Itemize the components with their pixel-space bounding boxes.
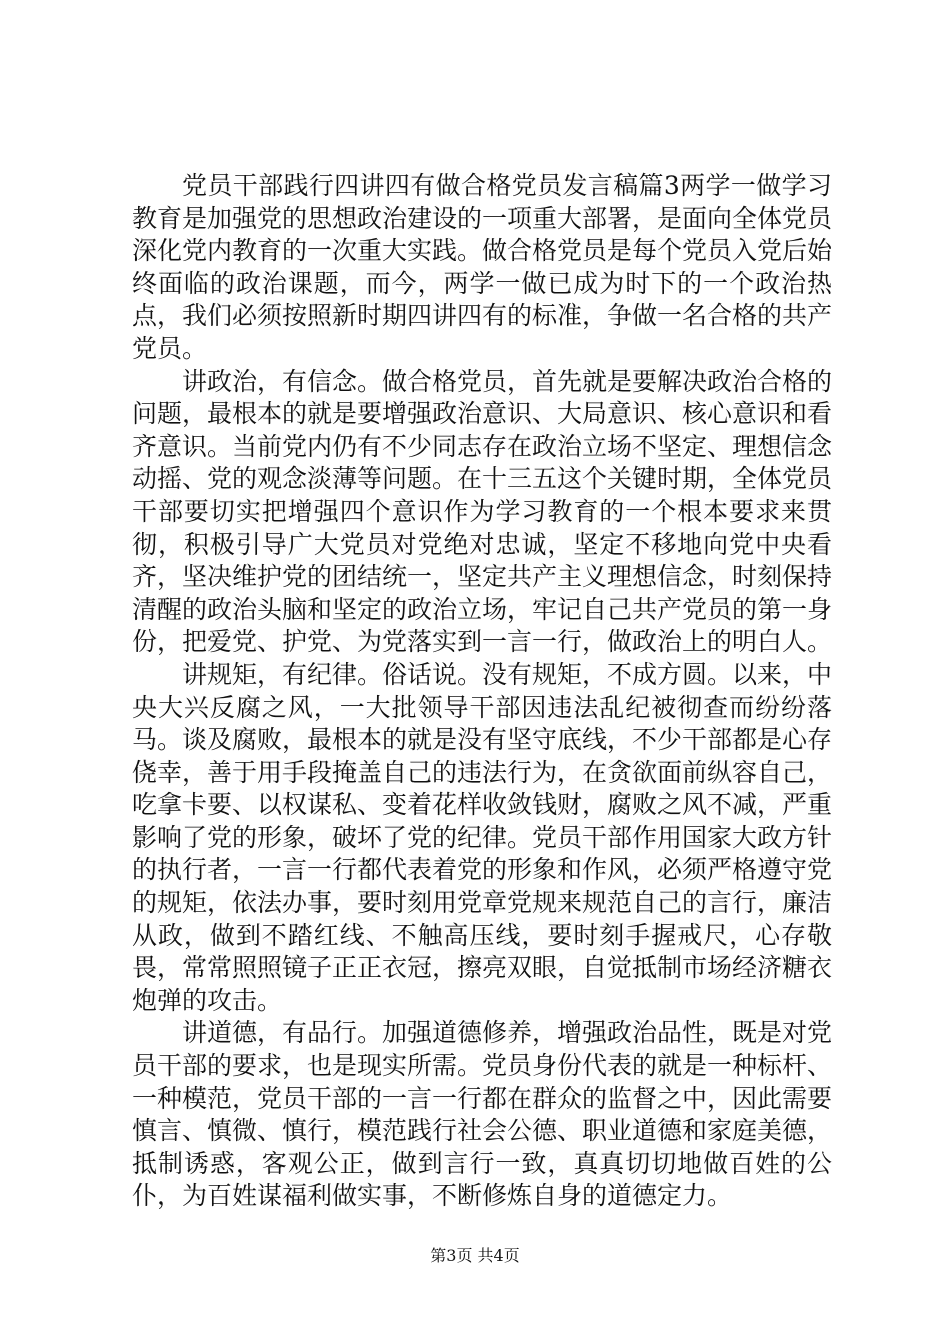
paragraph-morality: 讲道德，有品行。加强道德修养，增强政治品性，既是对党员干部的要求，也是现实所需。党员身份代表的就是一种标杆、一种模范，党员干部的一言一行都在群众的监督之中，因此需要慎言、慎微、慎行，模范践行社会公德、职业道德和家庭美德，抵制诱惑，客观公正，做到言行一致，真真切切地做百姓的公仆，为百姓谋福利做实事，不断修炼自身的道德定力。 (132, 1018, 833, 1211)
page-number-footer: 第3页 共4页 (430, 1246, 520, 1265)
paragraph-politics: 讲政治，有信念。做合格党员，首先就是要解决政治合格的问题，最根本的就是要增强政治意识、大局意识、核心意识和看齐意识。当前党内仍有不少同志存在政治立场不坚定、理想信念动摇、党的观念淡薄等问题。在十三五这个关键时期，全体党员干部要切实把增强四个意识作为学习教育的一个根本要求来贯彻，积极引导广大党员对党绝对忠诚，坚定不移地向党中央看齐，坚决维护党的团结统一，坚定共产主义理想信念，时刻保持清醒的政治头脑和坚定的政治立场，牢记自己共产党员的第一身份，把爱党、护党、为党落实到一言一行，做政治上的明白人。 (132, 366, 833, 657)
paragraph-intro: 党员干部践行四讲四有做合格党员发言稿篇3两学一做学习教育是加强党的思想政治建设的一项重大部署，是面向全体党员深化党内教育的一次重大实践。做合格党员是每个党员入党后始终面临的政治课题，而今，两学一做已成为时下的一个政治热点，我们必须按照新时期四讲四有的标准，争做一名合格的共产党员。 (132, 171, 833, 363)
document-body (132, 170, 832, 1213)
paragraph-discipline: 讲规矩，有纪律。俗话说。没有规矩，不成方圆。以来，中央大兴反腐之风，一大批领导干部因违法乱纪被彻查而纷纷落马。谈及腐败，最根本的就是没有坚守底线，不少干部都是心存侥幸，善于用手段掩盖自己的违法行为，在贪欲面前纵容自己，吃拿卡要、以权谋私、变着花样收敛钱财，腐败之风不减，严重影响了党的形象，破坏了党的纪律。党员干部作用国家大政方针的执行者，一言一行都代表着党的形象和作风，必须严格遵守党的规矩，依法办事，要时刻用党章党规来规范自己的言行，廉洁从政，做到不踏红线、不触高压线，要时刻手握戒尺，心存敬畏，常常照照镜子正正衣冠，擦亮双眼，自觉抵制市场经济糖衣炮弹的攻击。 (132, 659, 833, 1015)
